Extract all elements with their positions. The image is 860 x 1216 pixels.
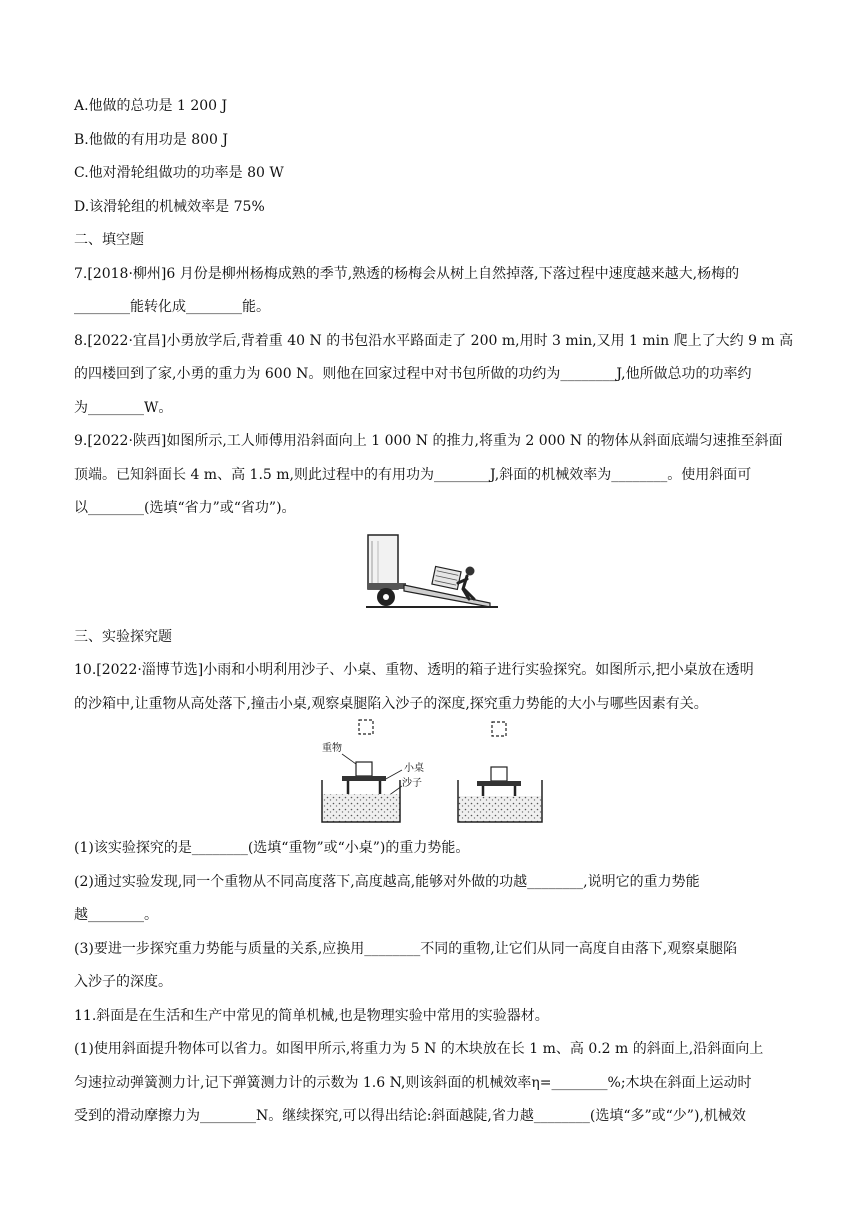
- q10-part-1: (1)该实验探究的是________(选填“重物”或“小桌”)的重力势能。: [74, 840, 470, 856]
- q11-line-2: (1)使用斜面提升物体可以省力。如图甲所示,将重力为 5 N 的木块放在长 1 m、高 0.2 m 的斜面上,沿斜面向上: [74, 1041, 764, 1057]
- q8-line-2: 的四楼回到了家,小勇的重力为 600 N。则他在回家过程中对书包所做的功约为________J,他所做总功的功率约: [74, 366, 752, 382]
- weight-label: 重物: [322, 743, 342, 754]
- q10-part-2-line-1: (2)通过实验发现,同一个重物从不同高度落下,高度越高,能够对外做的功越________,说明它的重力势能: [74, 874, 700, 890]
- q10-line-1: 10.[2022·淄博节选]小雨和小明利用沙子、小桌、重物、透明的箱子进行实验探究。如图所示,把小桌放在透明: [74, 662, 754, 678]
- q9-line-1: 9.[2022·陕西]如图所示,工人师傅用沿斜面向上 1 000 N 的推力,将重为 2 000 N 的物体从斜面底端匀速推至斜面: [74, 433, 783, 449]
- option-a: A.他做的总功是 1 200 J: [74, 98, 228, 114]
- q7-line-1: 7.[2018·柳州]6 月份是柳州杨梅成熟的季节,熟透的杨梅会从树上自然掉落,下落过程中速度越来越大,杨梅的: [74, 266, 740, 282]
- q9-line-3: 以________(选填“省力”或“省功”)。: [74, 500, 296, 516]
- q8-line-1: 8.[2022·宜昌]小勇放学后,背着重 40 N 的书包沿水平路面走了 200 m,用时 3 min,又用 1 min 爬上了大约 9 m 高: [74, 333, 794, 349]
- q10-part-3-line-2: 入沙子的深度。: [74, 974, 172, 990]
- q10-line-2: 的沙箱中,让重物从高处落下,撞击小桌,观察桌腿陷入沙子的深度,探究重力势能的大小与哪些因素有关。: [74, 696, 708, 712]
- option-d: D.该滑轮组的机械效率是 75%: [74, 199, 265, 215]
- q10-part-2-line-2: 越________。: [74, 907, 158, 923]
- option-c: C.他对滑轮组做功的功率是 80 W: [74, 165, 284, 181]
- q11-line-3: 匀速拉动弹簧测力计,记下弹簧测力计的示数为 1.6 N,则该斜面的机械效率η=________%;木块在斜面上运动时: [74, 1075, 752, 1091]
- table-label: 小桌: [404, 763, 424, 774]
- q10-part-3-line-1: (3)要进一步探究重力势能与质量的关系,应换用________不同的重物,让它们从同一高度自由落下,观察桌腿陷: [74, 941, 738, 957]
- sand-label: 沙子: [402, 778, 422, 789]
- q11-line-4: 受到的滑动摩擦力为________N。继续探究,可以得出结论:斜面越陡,省力越________(选填“多”或“少”),机械效: [74, 1108, 746, 1124]
- q11-line-1: 11.斜面是在生活和生产中常见的简单机械,也是物理实验中常用的实验器材。: [74, 1008, 549, 1024]
- q9-line-2: 顶端。已知斜面长 4 m、高 1.5 m,则此过程中的有用功为________J,斜面的机械效率为________。使用斜面可: [74, 467, 752, 483]
- section-title-experiment: 三、实验探究题: [74, 629, 172, 645]
- ramp-truck-figure: [366, 533, 498, 609]
- q7-line-2: ________能转化成________能。: [74, 299, 270, 315]
- option-b: B.他做的有用功是 800 J: [74, 132, 228, 148]
- q8-line-3: 为________W。: [74, 400, 173, 416]
- sandbox-figure: [320, 718, 550, 826]
- section-title-fill-blank: 二、填空题: [74, 232, 144, 248]
